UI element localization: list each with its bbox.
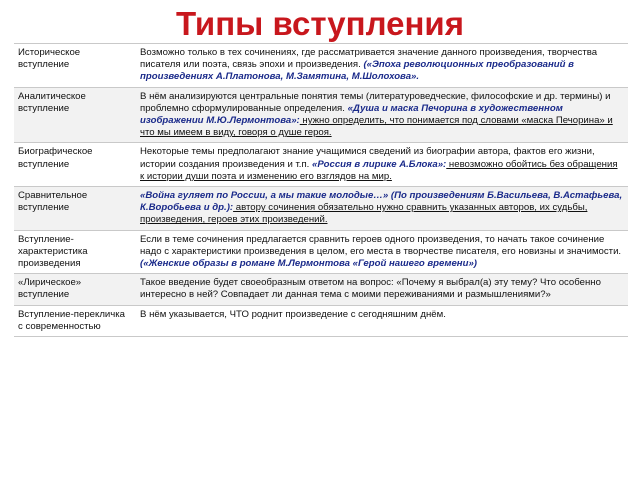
type-name-cell: Биографическое вступление <box>18 146 93 170</box>
example-topic: («Эпоха революционных преобразований в произведениях А.Платонова, М.Замятина, М.Шолохова». <box>140 59 574 83</box>
table-row <box>14 88 628 144</box>
table-row <box>14 44 628 88</box>
example-explanation: нужно определить, что понимается под словами «маска Печорина» и что мы имеем в виду, говоря о душе героя. <box>140 115 613 139</box>
description-text: Если в теме сочинения предлагается сравнить героев одного произведения, то начать такое сочинение надо с характеристики произведения в целом, его места в творчестве писателя, его новизны и значимости. <box>140 233 622 257</box>
type-description-cell <box>136 306 628 336</box>
table-row <box>14 143 628 187</box>
example-topic: «Россия в лирике А.Блока»: <box>312 158 447 170</box>
type-description-cell <box>136 274 628 304</box>
intro-types-table <box>14 43 628 337</box>
description-text: В нём анализируются центральные понятия темы (литературоведческие, философские и др. термины) и проблемно сформулированные определения. <box>140 90 611 114</box>
type-name-cell: «Лирическое» вступление <box>18 277 82 301</box>
description-text: Такое введение будет своеобразным ответом на вопрос: «Почему я выбрал(а) эту тему? Что особенно интересно в ней? Совпадает ли данная тема с моими переживаниями и размышлениями?» <box>140 277 601 301</box>
table-row <box>14 306 628 337</box>
example-topic: («Женские образы в романе М.Лермонтова «Герой нашего времени») <box>140 258 477 270</box>
description-text: В нём указывается, ЧТО роднит произведение с сегодняшним днём. <box>140 308 446 320</box>
type-description-cell <box>136 88 628 143</box>
type-name-cell: Вступление-характеристика произведения <box>18 233 88 270</box>
type-name-cell: Аналитическое вступление <box>18 90 86 114</box>
example-explanation: невозможно обойтись без обращения к истории души поэта и изменению его взглядов на мир. <box>140 158 618 182</box>
table-row <box>14 187 628 231</box>
type-name-cell: Вступление-перекличка с современностью <box>18 308 126 332</box>
type-name-cell: Сравнительное вступление <box>18 190 88 214</box>
type-description-cell <box>136 143 628 186</box>
type-description-cell <box>136 231 628 274</box>
description-text: Возможно только в тех сочинениях, где рассматривается значение данного произведения, творчества писателя или поэта, связь эпохи и произведения. <box>140 47 598 71</box>
example-topic: «Душа и маска Печорина в художественном изображении М.Ю.Лермонтова»: <box>140 102 563 127</box>
type-description-cell <box>136 187 628 230</box>
table-row <box>14 231 628 275</box>
type-description-cell <box>136 44 628 87</box>
table-row <box>14 274 628 305</box>
page-title: Типы вступления <box>176 5 464 42</box>
type-name-cell: Историческое вступление <box>18 47 81 71</box>
example-topic: «Война гуляет по России, а мы такие молодые…» (По произведениям Б.Васильева, В.Астафьева, К.Воробьева и др.): <box>140 190 623 214</box>
description-text: Некоторые темы предполагают знание учащимися сведений из биографии автора, фактов его жизни, истории создания произведения и т.п. <box>140 146 595 170</box>
example-explanation: автору сочинения обязательно нужно сравнить указанных авторов, их судьбы, произведения, героев этих произведений. <box>140 202 588 226</box>
